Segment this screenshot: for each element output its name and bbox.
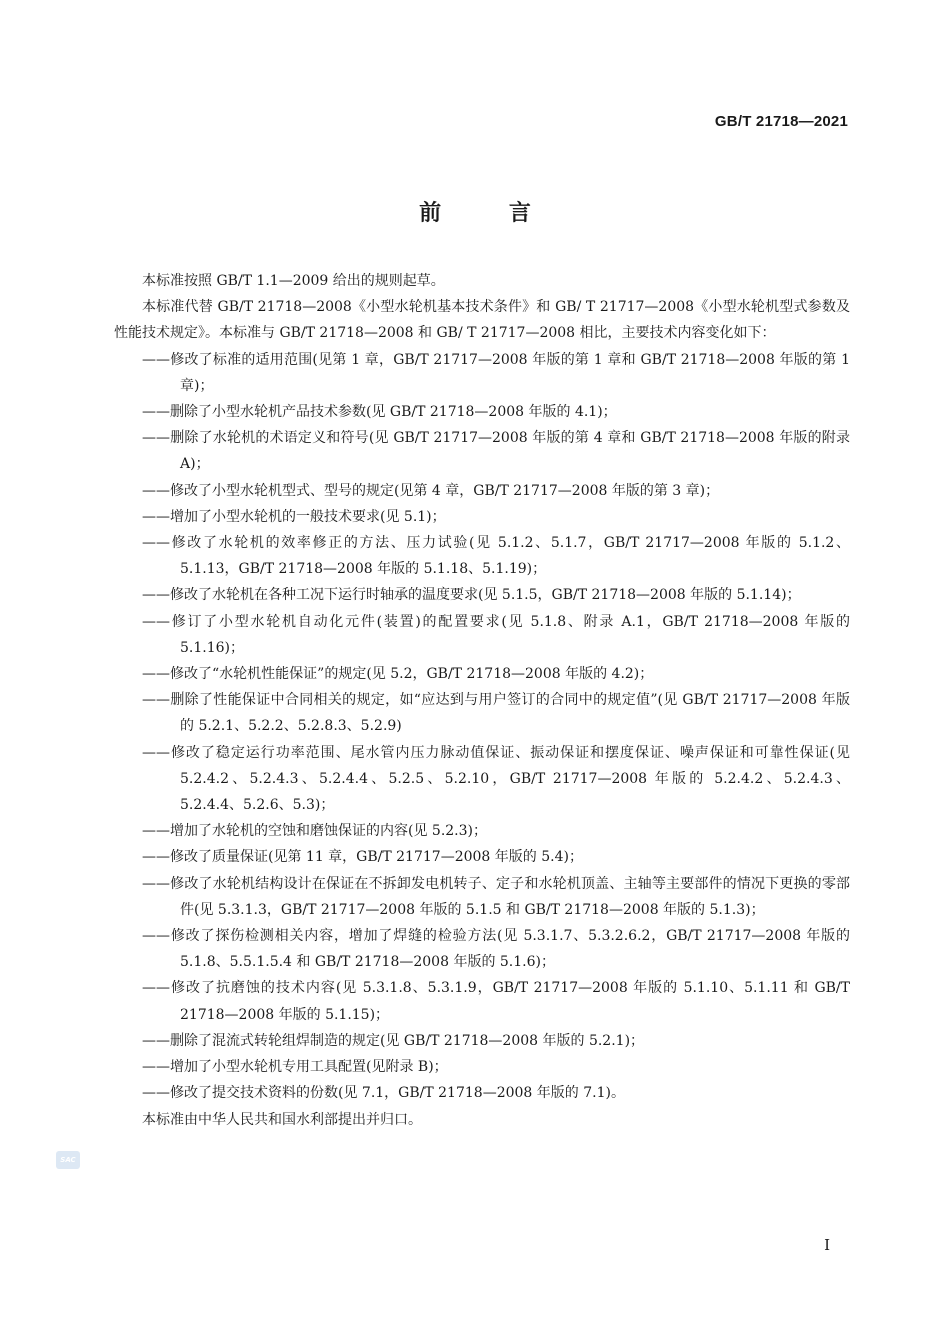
change-item: ——增加了小型水轮机的一般技术要求(见 5.1)； bbox=[142, 508, 446, 525]
change-item: ——修改了“水轮机性能保证”的规定(见 5.2，GB/T 21718—2008 年版的 4.2)； bbox=[142, 666, 654, 683]
intro-paragraph: 本标准按照 GB/T 1.1—2009 给出的规则起草。 bbox=[142, 273, 445, 289]
change-item: ——删除了混流式转轮组焊制造的规定(见 GB/T 21718—2008 年版的 5.2.1)； bbox=[142, 1032, 645, 1049]
change-item: ——增加了水轮机的空蚀和磨蚀保证的内容(见 5.2.3)； bbox=[142, 823, 487, 840]
change-item: ——修改了小型水轮机型式、型号的规定(见第 4 章，GB/T 21717—2008 年版的第 3 章)； bbox=[142, 482, 720, 499]
change-item: ——修改了稳定运行功率范围、尾水管内压力脉动值保证、振动保证和摆度保证、噪声保证和可靠性保证(见 5.2.4.2、5.2.4.3、5.2.4.4、5.2.5、5.2.10，GB/T 21717—2008 年版的 5.2.4.2、5.2.4.3、5.2.4.4、5.2.6、5.3)； bbox=[142, 744, 850, 814]
closing-paragraph: 本标准由中华人民共和国水利部提出并归口。 bbox=[142, 1111, 422, 1128]
intro-paragraph: 本标准代替 GB/T 21718—2008《小型水轮机基本技术条件》和 GB/ T 21717—2008《小型水轮机型式参数及性能技术规定》。本标准与 GB/T 21718—2008 和 GB/ T 21717—2008 相比，主要技术内容变化如下： bbox=[114, 299, 850, 342]
sac-watermark-logo: SAC bbox=[56, 1151, 80, 1169]
change-item: ——增加了小型水轮机专用工具配置(见附录 B)； bbox=[142, 1059, 448, 1076]
page-title: 前 言 bbox=[419, 201, 561, 226]
change-item: ——删除了性能保证中合同相关的规定，如“应达到与用户签订的合同中的规定值”(见 GB/T 21717—2008 年版的 5.2.1、5.2.2、5.2.8.3、5.2.9) bbox=[142, 692, 850, 735]
change-item: ——修改了水轮机的效率修正的方法、压力试验(见 5.1.2、5.1.7，GB/T 21717—2008 年版的 5.1.2、5.1.13，GB/T 21718—2008 年版的 5.1.18、5.1.19)； bbox=[142, 535, 850, 578]
document-body bbox=[114, 268, 850, 1133]
change-item: ——修改了标准的适用范围(见第 1 章，GB/T 21717—2008 年版的第 1 章和 GB/T 21718—2008 年版的第 1 章)； bbox=[142, 351, 850, 394]
change-item: ——修改了水轮机在各种工况下运行时轴承的温度要求(见 5.1.5，GB/T 21718—2008 年版的 5.1.14)； bbox=[142, 587, 801, 604]
change-item: ——修改了抗磨蚀的技术内容(见 5.3.1.8、5.3.1.9，GB/T 21717—2008 年版的 5.1.10、5.1.11 和 GB/T 21718—2008 年版的 5.1.15)； bbox=[142, 980, 850, 1023]
change-item: ——删除了小型水轮机产品技术参数(见 GB/T 21718—2008 年版的 4.1)； bbox=[142, 404, 617, 421]
change-item: ——修改了水轮机结构设计在保证在不拆卸发电机转子、定子和水轮机顶盖、主轴等主要部件的情况下更换的零部件(见 5.3.1.3，GB/T 21717—2008 年版的 5.1.5 和 GB/T 21718—2008 年版的 5.1.3)； bbox=[142, 875, 850, 918]
change-item: ——删除了水轮机的术语定义和符号(见 GB/T 21717—2008 年版的第 4 章和 GB/T 21718—2008 年版的附录 A)； bbox=[142, 430, 850, 473]
change-item: ——修改了提交技术资料的份数(见 7.1，GB/T 21718—2008 年版的 7.1)。 bbox=[142, 1085, 625, 1102]
change-item: ——修改了质量保证(见第 11 章，GB/T 21717—2008 年版的 5.4)； bbox=[142, 849, 583, 866]
standard-number: GB/T 21718—2021 bbox=[714, 113, 848, 130]
page-number: I bbox=[824, 1236, 830, 1254]
change-item: ——修改了探伤检测相关内容，增加了焊缝的检验方法(见 5.3.1.7、5.3.2.6.2，GB/T 21717—2008 年版的 5.1.8、5.5.1.5.4 和 GB/T 21718—2008 年版的 5.1.6)； bbox=[142, 928, 850, 971]
change-item: ——修订了小型水轮机自动化元件(装置)的配置要求(见 5.1.8、附录 A.1，GB/T 21718—2008 年版的 5.1.16)； bbox=[142, 613, 850, 656]
